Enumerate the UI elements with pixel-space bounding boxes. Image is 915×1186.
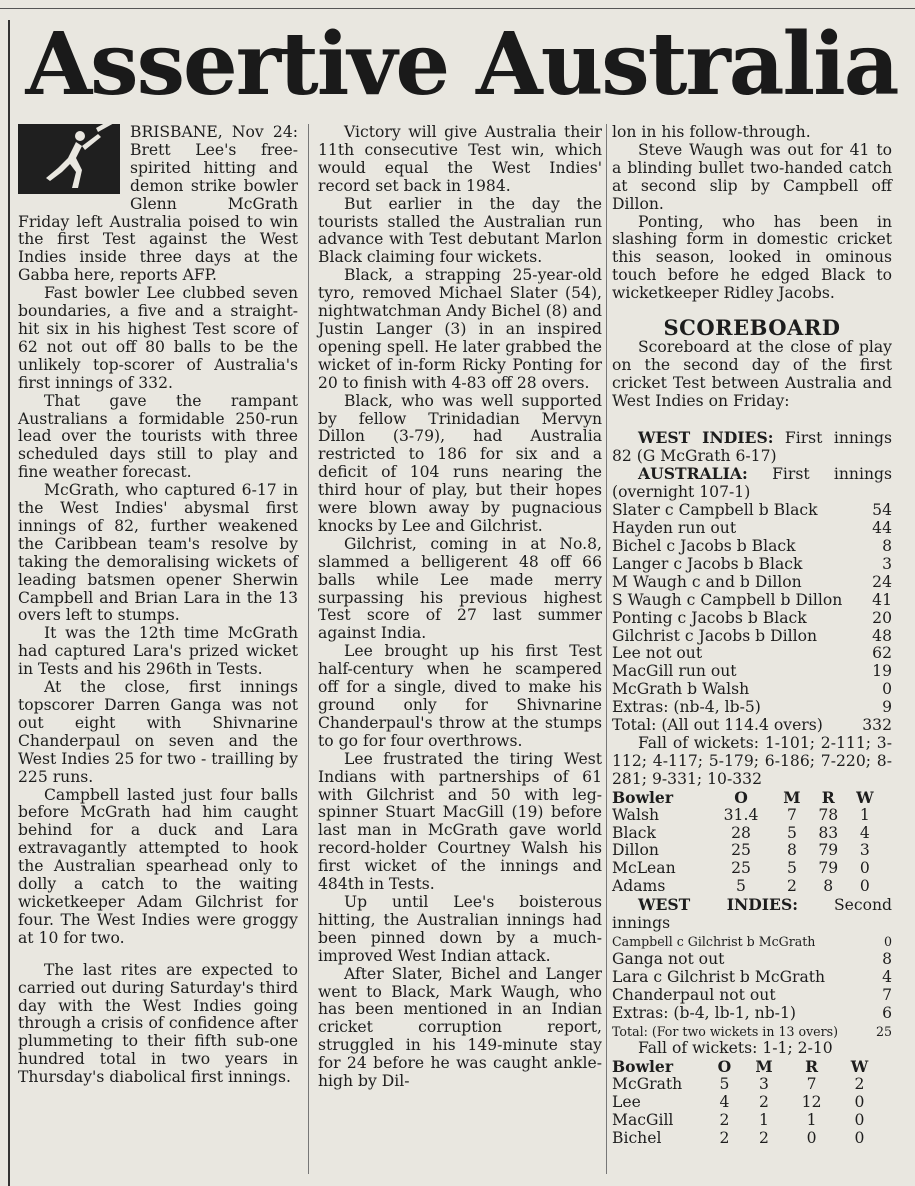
batting-row bbox=[612, 699, 892, 717]
runs: 44 bbox=[872, 519, 892, 538]
bowler-name: Walsh bbox=[612, 805, 660, 824]
bowling-figure: 7 bbox=[806, 1075, 817, 1094]
bowling-figure: 1 bbox=[759, 1111, 769, 1130]
bowling-header-cell: O bbox=[717, 1057, 732, 1077]
bowling-figure: 79 bbox=[818, 859, 839, 878]
bowler-name: McLean bbox=[612, 859, 676, 878]
batsman-dismissal: Hayden run out bbox=[612, 519, 737, 538]
bowling-figure: 0 bbox=[854, 1128, 865, 1147]
bowling-figure: 2 bbox=[786, 877, 797, 896]
runs: 4 bbox=[882, 967, 892, 986]
top-rule bbox=[0, 0, 915, 9]
dateline: BRISBANE, Nov 24: bbox=[130, 123, 298, 141]
bowler-name: Bichel bbox=[612, 1128, 662, 1147]
bowling-header-cell: M bbox=[755, 1057, 773, 1077]
article-column-2 bbox=[318, 124, 602, 1091]
batsman-dismissal: Slater c Campbell b Black bbox=[612, 501, 818, 520]
batting-row bbox=[612, 645, 892, 663]
runs: 9 bbox=[882, 698, 892, 717]
scoreboard-title: SCOREBOARD bbox=[663, 315, 841, 341]
bowler-name: McGrath bbox=[612, 1075, 683, 1094]
article-column-1 bbox=[18, 124, 298, 1087]
bowling-figure: 0 bbox=[859, 877, 870, 896]
runs: 54 bbox=[872, 501, 892, 520]
bowling-header-cell: Bowler bbox=[612, 787, 674, 807]
bowling-figure: 83 bbox=[818, 823, 839, 842]
paragraph: Campbell lasted just four balls before McGrath had him caught behind for a duck and Lara extravagantly attempted to hook the Australian spearhead only to dolly a catch to the waiting wicketkeeper Adam Gilchrist for four. The West Indies were groggy at 10 for two. bbox=[18, 785, 298, 947]
batsman-dismissal: Ponting c Jacobs b Black bbox=[612, 608, 807, 627]
batting-row bbox=[612, 1023, 892, 1041]
batting-row bbox=[612, 592, 892, 610]
paragraph: After Slater, Bichel and Langer went to Black, Mark Waugh, who has been mentioned in an Indian cricket corruption report, struggled in his 149-minute stay for 24 before he was caught ankle-high by Dil- bbox=[318, 964, 602, 1091]
column-separator bbox=[606, 124, 607, 1174]
runs: 48 bbox=[872, 626, 892, 645]
runs: 62 bbox=[872, 644, 892, 663]
bowling-figure: 8 bbox=[823, 877, 834, 896]
batsman-dismissal: Langer c Jacobs b Black bbox=[612, 554, 803, 573]
batsman-dismissal: Extras: (nb-4, lb-5) bbox=[612, 698, 761, 717]
paragraph: Victory will give Australia their 11th consecutive Test win, which would equal the West Indies' record set back in 1984. bbox=[318, 123, 602, 195]
bowling-header-cell: O bbox=[734, 787, 748, 807]
runs: 6 bbox=[882, 1003, 892, 1022]
runs: 0 bbox=[883, 933, 892, 949]
paragraph: Steve Waugh was out for 41 to a blinding bullet two-handed catch at second slip by Campbell off Dillon. bbox=[612, 140, 892, 213]
bowling-figure: 4 bbox=[719, 1093, 730, 1112]
batting-row bbox=[612, 520, 892, 538]
bowling-header-row bbox=[612, 1058, 882, 1076]
bowling-figure: 1 bbox=[859, 805, 870, 824]
aus-bowling-table bbox=[612, 789, 882, 896]
bowler-name: Black bbox=[612, 823, 656, 842]
bowling-figure: 2 bbox=[759, 1093, 769, 1112]
paragraph: Black, who was well supported by fellow Trinidadian Mervyn Dillon (3-79), had Australia restricted to 186 for six and a deficit of 104 runs nearing the third hour of play, but their hopes were blown away by pugnacious knocks by Lee and Gilchrist. bbox=[318, 391, 602, 535]
batsman-dismissal: MacGill run out bbox=[612, 662, 737, 681]
bowling-row bbox=[612, 1130, 882, 1148]
bowling-figure: 12 bbox=[801, 1093, 822, 1112]
runs: 8 bbox=[882, 537, 892, 556]
paragraph: That gave the rampant Australians a formidable 250-run lead over the tourists with three scheduled days still to play and fine weather forecast. bbox=[18, 391, 298, 482]
aus-batting-list bbox=[612, 502, 892, 735]
bowling-figure: 4 bbox=[859, 823, 870, 842]
bowling-header-cell: R bbox=[821, 787, 835, 807]
bowling-figure: 5 bbox=[719, 1075, 730, 1094]
bowling-header-cell: M bbox=[783, 787, 801, 807]
bowling-header-cell: W bbox=[856, 787, 874, 807]
batsman-dismissal: McGrath b Walsh bbox=[612, 680, 750, 699]
bowling-figure: 8 bbox=[786, 841, 797, 860]
batting-row bbox=[612, 538, 892, 556]
bowling-figure: 28 bbox=[731, 823, 751, 842]
bowling-row bbox=[612, 1076, 882, 1094]
runs: 24 bbox=[872, 572, 892, 591]
scoreboard bbox=[612, 315, 892, 1148]
batting-row bbox=[612, 1005, 892, 1023]
batting-row bbox=[612, 951, 892, 969]
paragraph: McGrath, who captured 6-17 in the West Indies' abysmal first innings of 82, further weakened the Caribbean team's resolve by taking the demoralising wickets of leading batsmen opener Sherwin Campbell and Brian Lara in the 13 overs left to stumps. bbox=[18, 481, 298, 625]
batsman-dismissal: Extras: (b-4, lb-1, nb-1) bbox=[612, 1003, 796, 1022]
bowling-figure: 3 bbox=[759, 1075, 769, 1094]
batsman-dismissal: Bichel c Jacobs b Black bbox=[612, 537, 796, 556]
bowling-figure: 2 bbox=[719, 1128, 730, 1147]
paragraph: Lee brought up his first Test half-century when he scampered off for a single, dived to make his ground only for Shivnarine Chanderpaul's throw at the stumps to go for four overthrows. bbox=[318, 642, 602, 750]
batsman-dismissal: M Waugh c and b Dillon bbox=[612, 572, 802, 591]
bowling-figure: 5 bbox=[786, 859, 797, 878]
paragraph: It was the 12th time McGrath had captured Lara's prized wicket in Tests and his 296th in Tests. bbox=[18, 624, 298, 679]
runs: 3 bbox=[882, 554, 892, 573]
bowling-figure: 5 bbox=[786, 823, 797, 842]
paragraph: But earlier in the day the tourists stalled the Australian run advance with Test debutant Marlon Black claiming four wickets. bbox=[318, 194, 602, 267]
batting-row bbox=[612, 556, 892, 574]
lead-paragraph: Brett Lee's free-spirited hitting and demon strike bowler Glenn McGrath Friday left Australia poised to win the first Test against the West Indies inside three days at the Gabba here, reports AFP. bbox=[18, 140, 298, 285]
batsman-dismissal: Gilchrist c Jacobs b Dillon bbox=[612, 626, 818, 645]
bowling-header-row bbox=[612, 789, 882, 807]
bowling-figure: 5 bbox=[736, 877, 746, 896]
batting-row bbox=[612, 628, 892, 646]
paragraph: Lee frustrated the tiring West Indians with partnerships of 61 with Gilchrist and 50 with leg-spinner Stuart MacGill (19) before last man in McGrath gave world record-holder Courtney Walsh his first wicket of the innings and 484th in Tests. bbox=[318, 749, 602, 894]
paragraph: Up until Lee's boisterous hitting, the Australian innings had been pinned down by a much-improved West Indian attack. bbox=[318, 892, 602, 965]
bowling-figure: 2 bbox=[719, 1111, 730, 1130]
bowler-name: Lee bbox=[612, 1093, 641, 1112]
bowling-row bbox=[612, 1112, 882, 1130]
column-separator bbox=[308, 124, 309, 1174]
bowling-header-cell: Bowler bbox=[612, 1057, 674, 1077]
paragraph: The last rites are expected to carried out during Saturday's third day with the West Indies going through a crisis of confidence after plummeting to their fifth sub-one hundred total in two years in Thursday's diabolical first innings. bbox=[18, 960, 298, 1087]
aus-first-innings: AUSTRALIA: First innings (overnight 107-1) bbox=[612, 464, 892, 502]
bowling-figure: 0 bbox=[854, 1111, 865, 1130]
bowling-figure: 25 bbox=[731, 841, 751, 860]
wi-second-innings: WEST INDIES: Second innings bbox=[612, 895, 892, 933]
bowling-figure: 31.4 bbox=[723, 805, 759, 824]
batting-row bbox=[612, 610, 892, 628]
runs: 20 bbox=[872, 608, 892, 627]
bowling-figure: 79 bbox=[818, 841, 839, 860]
batsman-dismissal: Total: (For two wickets in 13 overs) bbox=[612, 1023, 839, 1039]
batting-row bbox=[612, 663, 892, 681]
bowling-header-cell: W bbox=[850, 1057, 869, 1077]
batsman-dismissal: S Waugh c Campbell b Dillon bbox=[612, 590, 843, 609]
runs: 7 bbox=[882, 985, 892, 1004]
runs: 8 bbox=[882, 949, 892, 968]
runs: 332 bbox=[862, 716, 892, 735]
aus-fall-of-wickets: Fall of wickets: 1-101; 2-111; 3-112; 4-117; 5-179; 6-186; 7-220; 8-281; 9-331; 10-332 bbox=[612, 734, 892, 788]
runs: 0 bbox=[882, 680, 892, 699]
bowler-name: Adams bbox=[612, 877, 666, 896]
batsman-dismissal: Chanderpaul not out bbox=[612, 985, 776, 1004]
bowling-figure: 2 bbox=[854, 1075, 865, 1094]
bowling-figure: 0 bbox=[806, 1128, 817, 1147]
bowling-row bbox=[612, 825, 882, 843]
batsman-dismissal: Ganga not out bbox=[612, 949, 725, 968]
batsman-dismissal: Total: (All out 114.4 overs) bbox=[612, 716, 823, 735]
bowling-figure: 25 bbox=[731, 859, 751, 878]
bowling-figure: 0 bbox=[859, 859, 870, 878]
batsman-dismissal: Campbell c Gilchrist b McGrath bbox=[612, 933, 816, 949]
runs: 25 bbox=[875, 1023, 892, 1039]
paragraph-continued: lon in his follow-through. bbox=[612, 123, 811, 141]
batting-row bbox=[612, 502, 892, 520]
batting-row bbox=[612, 717, 892, 735]
paragraph: Gilchrist, coming in at No.8, slammed a belligerent 48 off 66 balls while Lee made merry surpassing his previous highest Test score of 27 last summer against India. bbox=[318, 534, 602, 643]
bowling-figure: 7 bbox=[786, 805, 797, 824]
bowling-row bbox=[612, 807, 882, 825]
article-column-3 bbox=[612, 124, 892, 1148]
bowling-row bbox=[612, 878, 882, 896]
runs: 41 bbox=[872, 590, 892, 609]
wi-bowling-table bbox=[612, 1058, 882, 1148]
bowling-figure: 2 bbox=[759, 1128, 769, 1147]
batting-row bbox=[612, 987, 892, 1005]
batsman-dismissal: Lara c Gilchrist b McGrath bbox=[612, 967, 826, 986]
paragraph: At the close, first innings topscorer Darren Ganga was not out eight with Shivnarine Chanderpaul on seven and the West Indies 25 for two - trailling by 225 runs. bbox=[18, 678, 298, 786]
scoreboard-intro: Scoreboard at the close of play on the second day of the first cricket Test between Australia and West Indies on Friday: bbox=[612, 337, 892, 410]
batting-row bbox=[612, 681, 892, 699]
bowling-figure: 3 bbox=[859, 841, 870, 860]
bowler-name: Dillon bbox=[612, 841, 659, 860]
bowling-figure: 78 bbox=[818, 805, 839, 824]
paragraph: Fast bowler Lee clubbed seven boundaries, a five and a straight-hit six in his highest Test score of 62 not out off 80 balls to be the unlikely top-scorer of Australia's first innings of 332. bbox=[18, 284, 298, 392]
paragraph: Ponting, who has been in slashing form in domestic cricket this season, looked in ominous touch before he edged Black to wicketkeeper Ridley Jacobs. bbox=[612, 212, 892, 303]
bowling-row bbox=[612, 860, 882, 878]
wi-fall-of-wickets: Fall of wickets: 1-1; 2-10 bbox=[638, 1039, 833, 1058]
cricket-batsman-icon bbox=[18, 124, 120, 194]
bowling-figure: 1 bbox=[806, 1111, 817, 1130]
paragraph: Black, a strapping 25-year-old tyro, removed Michael Slater (54), nightwatchman Andy Bichel (8) and Justin Langer (3) in an inspired opening spell. He later grabbed the wicket of in-form Ricky Ponting for 20 to finish with 4-83 off 28 overs. bbox=[318, 266, 602, 392]
wi-batting-list bbox=[612, 933, 892, 1040]
bowling-row bbox=[612, 842, 882, 860]
headline: Assertive Australia bbox=[25, 14, 898, 115]
bowling-header-cell: R bbox=[805, 1057, 819, 1077]
bowling-row bbox=[612, 1094, 882, 1112]
wi-first-innings: WEST INDIES: First innings 82 (G McGrath 6-17) bbox=[612, 427, 892, 465]
batting-row bbox=[612, 574, 892, 592]
batsman-dismissal: Lee not out bbox=[612, 644, 703, 663]
runs: 19 bbox=[872, 662, 892, 681]
bowling-figure: 0 bbox=[854, 1093, 865, 1112]
bowler-name: MacGill bbox=[612, 1111, 674, 1130]
batting-row bbox=[612, 969, 892, 987]
batting-row bbox=[612, 933, 892, 951]
column-frame-line bbox=[8, 20, 10, 1186]
